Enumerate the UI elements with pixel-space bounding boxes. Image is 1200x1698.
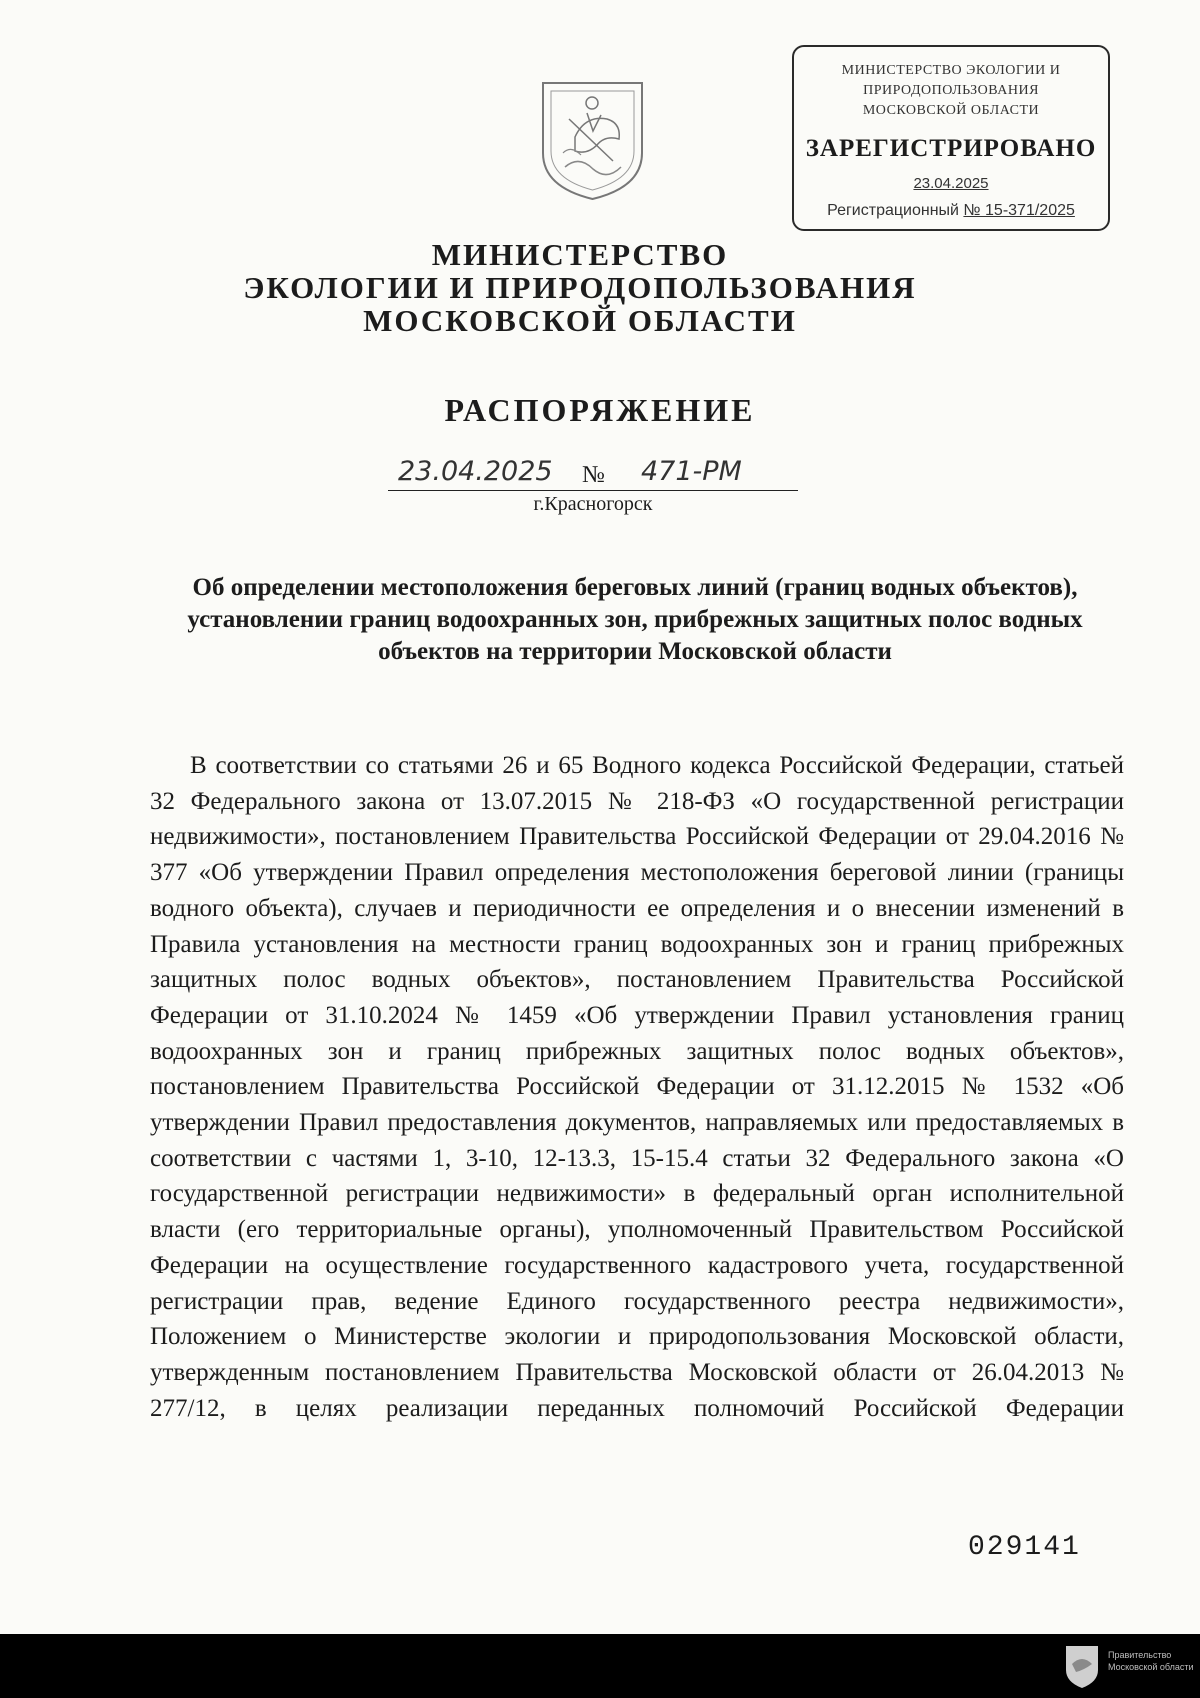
ministry-heading bbox=[150, 238, 1010, 337]
footer-line: Московской области bbox=[1108, 1662, 1194, 1672]
document-subject: Об определении местоположения береговых линий (границ водных объектов), установлении границ водоохранных зон, прибрежных защитных полос водных объектов на территории Московской области bbox=[187, 574, 1083, 665]
stamp-organization bbox=[794, 61, 1108, 121]
footer-caption bbox=[1108, 1649, 1200, 1673]
registration-stamp bbox=[792, 45, 1110, 231]
bottom-bar bbox=[0, 1634, 1200, 1698]
stamp-org-line: ПРИРОДОПОЛЬЗОВАНИЯ bbox=[863, 83, 1039, 98]
ministry-line: МОСКОВСКОЙ ОБЛАСТИ bbox=[363, 303, 797, 338]
government-logo-icon bbox=[1062, 1642, 1102, 1690]
handwritten-number: 471-РМ bbox=[641, 456, 742, 487]
stamp-reg-value: № 15-371/2025 bbox=[963, 202, 1075, 219]
city-name: г.Красногорск bbox=[533, 493, 653, 515]
coat-of-arms-emblem bbox=[535, 75, 650, 203]
ministry-line: МИНИСТЕРСТВО bbox=[431, 237, 729, 272]
number-sign: № bbox=[582, 462, 605, 488]
footer-line: Правительство bbox=[1108, 1650, 1172, 1660]
body-paragraph: В соответствии со статьями 26 и 65 Водного кодекса Российской Федерации, статьей 32 Федерального закона от 13.07.2015 № 218-ФЗ «О государственной регистрации недвижимости», постановлением Правительства Российской Федерации от 29.04.2016 № 377 «Об утверждении Правил определения местоположения береговой линии (границы водного объекта), случаев и периодичности ее определения и о внесении изменений в Правила установления на местности границ водоохранных зон и границ прибрежных защитных полос водных объектов», постановлением Правительства Российской Федерации от 31.10.2024 № 1459 «Об утверждении Правил установления границ водоохранных зон и границ прибрежных защитных полос водных объектов», постановлением Правительства Российской Федерации от 31.12.2015 № 1532 «Об утверждении Правил предоставления документов, направляемых или предоставляемых в соответствии с частями 1, 3-10, 12-13.3, 15-15.4 статьи 32 Федерального закона «О государственной регистрации недвижимости» в федеральный орган исполнительной власти (его территориальные органы), уполномоченный Правительством Российской Федерации на осуществление государственного кадастрового учета, государственной регистрации прав, ведение Единого государственного реестра недвижимости», Положением о Министерстве экологии и природопользования Московской области, утвержденным постановлением Правительства Московской области от 26.04.2013 № 277/12, в целях реализации переданных полномочий Российской Федерации bbox=[150, 752, 1124, 1422]
document-type-title: РАСПОРЯЖЕНИЕ bbox=[444, 392, 756, 428]
stamp-org-line: МОСКОВСКОЙ ОБЛАСТИ bbox=[862, 103, 1040, 118]
stamp-org-line: МИНИСТЕРСТВО ЭКОЛОГИИ И bbox=[841, 63, 1061, 78]
page-code: 029141 bbox=[968, 1532, 1081, 1563]
stamp-date: 23.04.2025 bbox=[913, 175, 989, 192]
stamp-registration-number bbox=[794, 202, 1108, 220]
stamp-status: ЗАРЕГИСТРИРОВАНО bbox=[805, 135, 1097, 162]
ministry-line: ЭКОЛОГИИ И ПРИРОДОПОЛЬЗОВАНИЯ bbox=[243, 270, 917, 305]
stamp-reg-label: Регистрационный bbox=[827, 202, 964, 219]
date-number-line bbox=[388, 456, 798, 491]
handwritten-date: 23.04.2025 bbox=[398, 456, 553, 487]
